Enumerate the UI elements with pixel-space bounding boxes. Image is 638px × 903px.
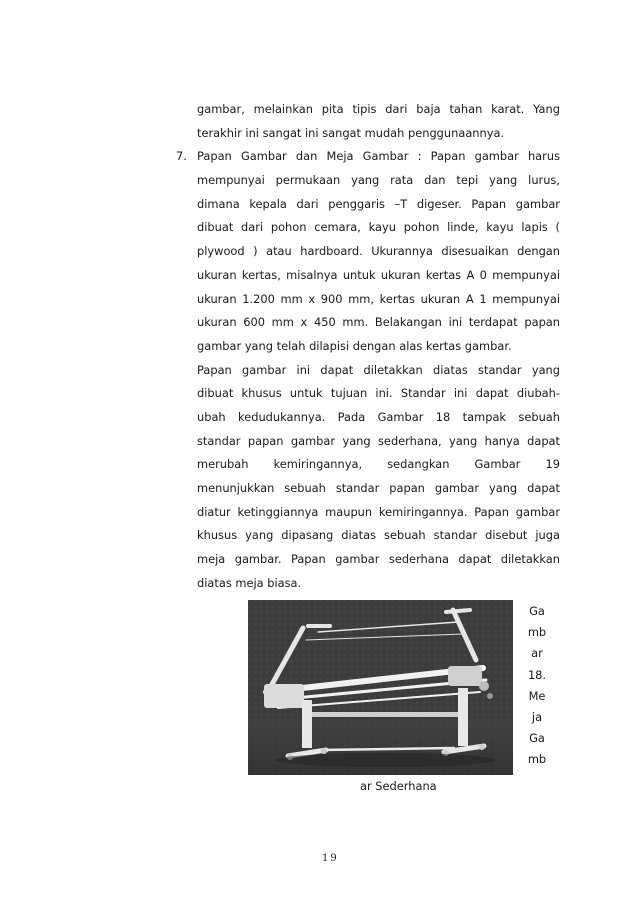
figure-caption-side xyxy=(522,601,552,771)
list-line-13: merubah kemiringannya, sedangkan Gambar 19 xyxy=(197,457,560,472)
list-line-17: meja gambar. Papan gambar sederhana dapat diletakkan xyxy=(197,552,560,567)
caption-fragment: ja xyxy=(531,710,543,725)
list-line-11: ubah kedudukannya. Pada Gambar 18 tampak sebuah xyxy=(197,409,560,424)
paragraph-line-2: terakhir ini sangat ini sangat mudah penggunaannya. xyxy=(197,125,505,140)
page-number: 19 xyxy=(322,853,339,864)
caption-fragment: mb xyxy=(527,752,547,767)
list-line-15: diatur ketinggiannya maupun kemiringannya. Papan gambar xyxy=(197,504,560,519)
list-line-6: ukuran 1.200 mm x 900 mm, kertas ukuran A 1 mempunyai xyxy=(197,291,560,306)
paragraph-line-1: gambar, melainkan pita tipis dari baja tahan karat. Yang xyxy=(197,102,560,116)
list-item-heading-text: Papan Gambar dan Meja Gambar : Papan gambar harus xyxy=(197,149,560,164)
drawing-table-illustration xyxy=(248,600,513,775)
caption-fragment: 18. xyxy=(527,667,547,682)
list-number: 7. xyxy=(176,149,187,164)
list-line-3: dibuat dari pohon cemara, kayu pohon linde, kayu lapis ( xyxy=(197,220,560,235)
figure-drawing-table-photo xyxy=(248,600,513,775)
list-line-12: standar papan gambar yang sederhana, yang hanya dapat xyxy=(197,433,560,448)
list-line-16: khusus yang dipasang diatas sebuah standar disebut juga xyxy=(197,528,560,543)
list-line-1: mempunyai permukaan yang rata dan tepi yang lurus, xyxy=(197,173,560,188)
body-text xyxy=(176,98,560,595)
list-line-4: plywood ) atau hardboard. Ukurannya disesuaikan dengan xyxy=(197,244,560,259)
caption-fragment: Ga xyxy=(529,604,545,618)
caption-fragment: Ga xyxy=(529,731,545,746)
caption-fragment: mb xyxy=(527,625,547,640)
figure-caption-tail: ar Sederhana xyxy=(360,779,437,793)
list-line-7: ukuran 600 mm x 450 mm. Belakangan ini terdapat papan xyxy=(197,315,560,330)
list-line-2: dimana kepala dari penggaris –T digeser. Papan gambar xyxy=(197,196,560,211)
list-line-18: diatas meja biasa. xyxy=(197,575,302,590)
list-line-9: Papan gambar ini dapat diletakkan diatas standar yang xyxy=(197,362,560,377)
caption-fragment: ar xyxy=(531,646,543,661)
list-line-10: dibuat khusus untuk tujuan ini. Standar ini dapat diubah- xyxy=(197,386,560,401)
list-line-8: gambar yang telah dilapisi dengan alas kertas gambar. xyxy=(197,338,512,353)
list-line-5: ukuran kertas, misalnya untuk ukuran kertas A 0 mempunyai xyxy=(197,267,560,282)
caption-fragment: Me xyxy=(528,688,546,703)
list-item-7-first-line xyxy=(176,145,560,169)
list-line-14: menunjukkan sebuah standar papan gambar yang dapat xyxy=(197,481,560,495)
